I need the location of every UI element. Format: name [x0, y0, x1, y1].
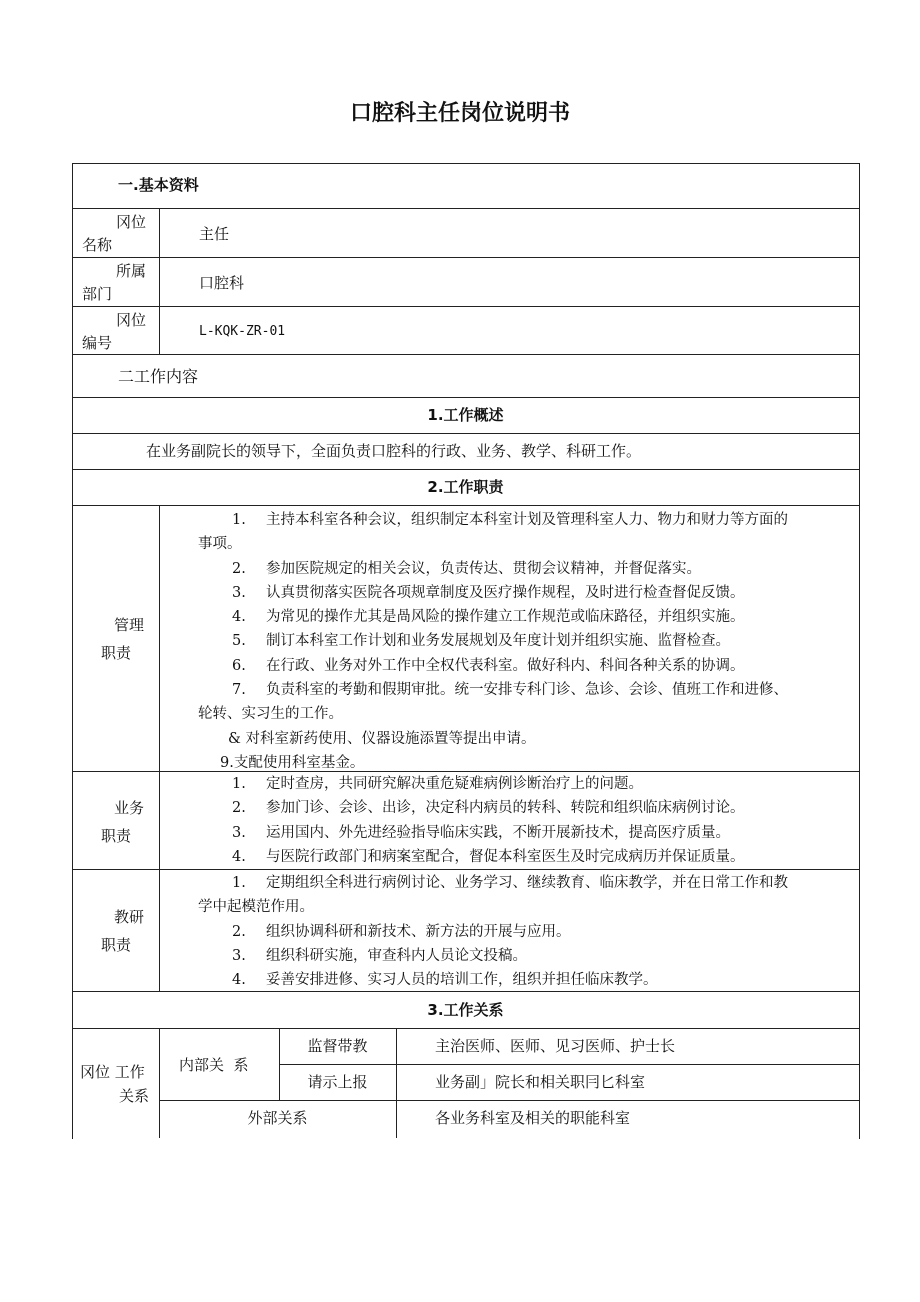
management-duty-list: [198, 508, 858, 775]
list-item: 3. 运用国内、外先进经验指导临床实践，不断开展新技术，提高医疗质量。: [232, 824, 730, 841]
report-value: 业务副」院长和相关职冃匕科室: [435, 1073, 646, 1091]
divider: [72, 257, 859, 258]
list-item: 2. 参加门诊、会诊、出诊，决定科内病员的转科、转院和组织临床病例讨论。: [232, 800, 745, 817]
field-label: 名称: [82, 236, 113, 254]
divider: [72, 208, 859, 209]
list-item: 3. 认真贯彻落实医院各项规章制度及医疗操作规程，及时进行检查督促反馈。: [232, 584, 745, 601]
external-relations-value: 各业务科室及相关的职能科室: [435, 1109, 631, 1127]
field-label: 冈位: [116, 213, 147, 231]
divider: [72, 469, 859, 470]
subheading-duties: 2.工作职责: [427, 478, 504, 496]
list-item: & 对科室新药使用、仪器设施添置等提出申请。: [228, 730, 536, 747]
list-item: 6. 在行政、业务对外工作中全权代表科室。做好科内、科间各种关系的协调。: [232, 657, 745, 674]
divider: [396, 1028, 397, 1138]
list-item: 4. 妥善安排进修、实习人员的培训工作，组织并担任临床教学。: [232, 972, 658, 989]
list-item: 1. 主持本科室各种会议，组织制定本科室计划及管理科室人力、物力和财力等方面的: [232, 512, 788, 528]
overview-text: 在业务副院长的领导下，全面负责口腔科的行政、业务、教学、科研工作。: [146, 442, 642, 460]
section-heading-basic-info: 一.基本资料: [118, 176, 199, 194]
list-item-continuation: 事项。: [198, 536, 242, 553]
divider: [72, 354, 859, 355]
research-duty-list: [198, 871, 858, 992]
internal-relations-label: 内部关 系: [179, 1056, 249, 1074]
divider: [279, 1064, 859, 1065]
field-value: 口腔科: [199, 274, 245, 292]
duty-label: 管理: [114, 616, 145, 634]
field-label: 冈位: [116, 311, 147, 329]
list-item-continuation: 学中起模范作用。: [198, 899, 314, 916]
list-item: 3. 组织科研实施，审查科内人员论文投稿。: [232, 947, 527, 964]
job-description-table: [72, 163, 859, 1138]
list-item: 2. 组织协调科研和新技术、新方法的开展与应用。: [232, 923, 571, 940]
divider: [72, 397, 859, 398]
divider: [72, 433, 859, 434]
report-label: 请示上报: [307, 1073, 368, 1091]
list-item: 1. 定期组织全科进行病例讨论、业务学习、继续教育、临床教学，并在日常工作和教: [232, 875, 788, 891]
field-value: L-KQK-ZR-01: [199, 324, 286, 339]
list-item-continuation: 轮转、实习生的工作。: [198, 706, 343, 723]
divider: [72, 1028, 859, 1029]
duty-label: 职责: [101, 827, 132, 845]
divider: [159, 1100, 859, 1101]
list-item: 4. 为常见的操作尤其是咼风险的操作建立工作规范或临床路径，并组织实施。: [232, 609, 745, 626]
business-duty-list: [198, 772, 858, 869]
list-item: 5. 制订本科室工作计划和业务发展规划及年度计划并组织实施、监督检查。: [232, 633, 730, 650]
divider: [72, 505, 859, 506]
list-item: 7. 负责科室的考勤和假期审批。统一安排专科门诊、急诊、会诊、值班工作和进修、: [232, 682, 788, 699]
section-heading-work-content: 二工作内容: [118, 367, 199, 386]
subheading-overview: 1.工作概述: [427, 406, 504, 424]
supervise-value: 主治医师、医师、见习医师、护士长: [435, 1037, 676, 1055]
field-label: 编号: [82, 334, 113, 352]
list-item: 2. 参加医院规定的相关会议，负责传达、贯彻会议精神，并督促落实。: [232, 560, 701, 577]
divider: [159, 208, 160, 354]
list-item: 4. 与医院行政部门和病案室配合，督促本科室医生及时完成病历并保证质量。: [232, 848, 745, 865]
page-title: 口腔科主任岗位说明书: [349, 101, 570, 126]
divider: [159, 505, 160, 991]
field-label: 所属: [116, 262, 147, 280]
subheading-relations: 3.工作关系: [427, 1001, 504, 1019]
duty-label: 业务: [114, 799, 145, 817]
relations-label: 冈位 工作: [80, 1063, 145, 1081]
external-relations-label: 外部关系: [247, 1109, 308, 1127]
list-item: 1. 定时查房，共同研究解决重危疑难病例诊断治疗上的问题。: [232, 776, 643, 792]
duty-label: 职责: [101, 936, 132, 954]
field-label: 部门: [82, 285, 113, 303]
duty-label: 职责: [101, 644, 132, 662]
divider: [72, 306, 859, 307]
field-value: 主任: [199, 225, 230, 243]
list-item: 9.支配使用科室基金。: [220, 754, 365, 771]
relations-label: 关系: [119, 1087, 150, 1105]
duty-label: 教研: [114, 908, 145, 926]
supervise-label: 监督带教: [307, 1037, 368, 1055]
